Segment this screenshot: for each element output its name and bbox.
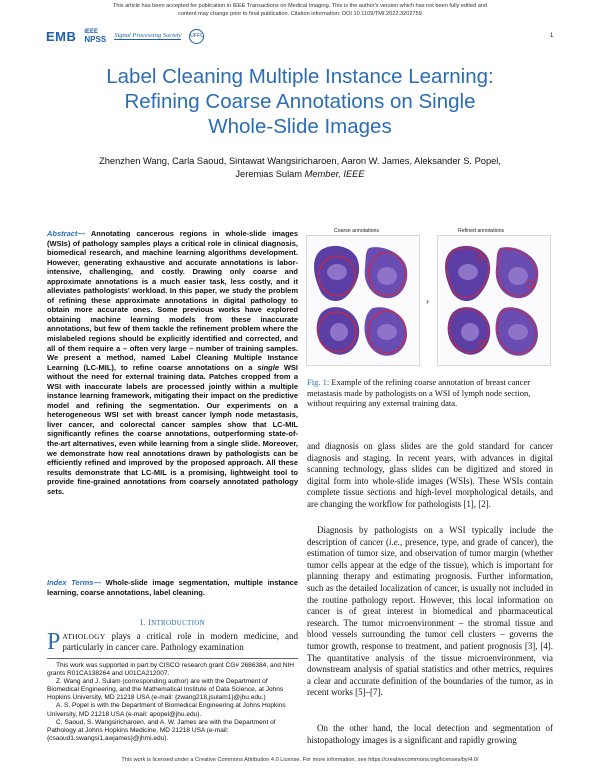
tissue-highlight (508, 324, 528, 340)
uffc-logo: UFFC (189, 29, 204, 44)
tissue-highlight (377, 324, 397, 340)
abstract-label: Abstract (47, 229, 78, 238)
first-word-smallcaps: ATHOLOGY (62, 632, 106, 641)
introduction-text: plays a critical role in modern medicine, and particularly in cancer care. Pathology examination (62, 631, 298, 653)
figure-1-caption-label: Fig. 1: (307, 377, 330, 387)
ieee-npss-logo (84, 29, 106, 43)
body-paragraph-3: On the other hand, the local detection and segmentation of histopathology images is a significant and rapidly growing (307, 723, 553, 745)
society-logos (46, 28, 204, 44)
authors-line-1: Zhenzhen Wang, Carla Saoud, Sintawat Wangsiricharoen, Aaron W. James, Aleksander S. Popel, (99, 156, 501, 166)
section-title-initial: I (147, 617, 152, 627)
abstract-label-sep: — (77, 229, 91, 238)
body-paragraph-2-ie: i.e. (389, 536, 400, 547)
body-paragraph-2-part-a: Diagnosis by pathologists on a WSI typically include the description of cancer ( (307, 525, 553, 547)
tissue-highlight (508, 267, 528, 285)
tissue-highlight (330, 323, 348, 341)
figure-1-caption-text: Example of the refining coarse annotation of breast cancer metastasis made by pathologists on a WSI of lymph node section, without requiring any external training data. (307, 377, 531, 409)
coarse-annotation-panel (306, 235, 420, 366)
refined-annotation-panel (437, 235, 551, 366)
figure-1-caption (307, 377, 553, 409)
paper-title (40, 64, 560, 139)
footnote-rule (47, 658, 298, 659)
publication-notice (0, 2, 600, 18)
signal-processing-society-logo: Signal Processing Society (114, 32, 182, 39)
section-number: I. (140, 617, 148, 627)
footnote-wang-sulam: Z. Wang and J. Sulam (corresponding author) are with the Department of Biomedical Engineering, and the Mathematical Institute of Data Science, at Johns Hopkins University, MD 21218 USA (e-mail: {zwang218,jsulam1}@jhu.edu.) (47, 678, 284, 702)
footnotes (47, 662, 298, 743)
license-notice: This work is licensed under a Creative Commons Attribution 4.0 License. For more information, see https://creativecommons.org/licenses/by/4.0/ (121, 757, 479, 763)
section-title-rest: NTRODUCTION (151, 619, 205, 627)
tissue-highlight (458, 264, 478, 280)
title-line-1: Label Cleaning Multiple Instance Learning: (106, 65, 494, 88)
index-terms-text: Whole-slide image segmentation, multiple instance learning, coarse annotations, label cleaning. (47, 578, 298, 597)
body-paragraph-2 (307, 525, 553, 699)
tissue-highlight (377, 267, 397, 285)
refined-annotation-image (438, 236, 551, 366)
abstract-text-1: Annotating cancerous regions in whole-slide images (WSIs) of pathology samples plays a critical role in clinical diagnosis, biomedical research, and machine learning algorithms development. However, generating exhaustive and accurate annotations is labor-intensive, challenging, and costly. Drawing only coarse and approximate annotations is a much easier task, less costly, and it alleviates pathologists' workload. In this paper, we study the problem of refining these approximate annotations in digital pathology to obtain more accurate ones. Some previous works have explored obtaining machine learning models from these inaccurate annotations, but few of them tackle the refinement problem where the mislabeled regions should be explicitly identified and corrected, and all of them require a – often very large – number of training samples. We present a method, named Label Cleaning Multiple Instance Learning (LC-MIL), to refine coarse annotations on a (47, 229, 298, 372)
footnote-funding: This work was supported in part by CISCO research grant CG# 2686384, and NIH grants R01CA138264 and U01CA212007. (47, 662, 294, 678)
abstract (47, 229, 298, 496)
drop-cap: P (47, 629, 61, 655)
tissue-highlight (461, 323, 479, 341)
body-paragraph-2-part-b: , presence, type, and grade of cancer), the estimation of tumor size, and observation of tumor margin (whether tumor cells appear at the edge of the tissue), which is important for planning therapy and estimating prognosis. Further information, such as the detailed localization of cancer, is usually not included in the routine pathology report. However, this local information on cancer is of great interest in biomedical and pharmaceutical research. The tumor microenvironment – the stromal tissue and blood vessels surrounding the tumor cell clusters – governs the tumor growth, response to treatment, and patient prognosis [3], [4]. The quantitative analysis of the tissue microenvironment, via downstream analysis of spatial statistics and other metrics, requires a clear and accurate definition of the boundaries of the tumor, as in recent works [5]–[7]. (307, 536, 553, 698)
body-paragraph-1: and diagnosis on glass slides are the gold standard for cancer diagnosis and staging. In recent years, with advances in digital scanning technology, glass slides can be digitized and stored in digital form into whole-slide images (WSIs). These WSIs contain complete tissue sections and high-level morphological details, and are changing the workflow for pathologists [1], [2]. (307, 441, 553, 509)
introduction-paragraph (47, 631, 298, 654)
coarse-annotation-image (307, 236, 420, 366)
figure-1 (306, 228, 553, 368)
author-membership: Member, IEEE (304, 169, 365, 179)
abstract-text-2: WSI without the need for external training data. Patches cropped from a WSI with inaccurate labels are processed jointly within a multiple instance learning framework, mitigating their impact on the predictive model and refining the segmentation. Our experiments on a heterogeneous WSI set with breast cancer lymph node metastasis, liver cancer, and colorectal cancer samples show that LC-MIL significantly refines the coarse annotations, outperforming state-of-the-art alternatives, even while learning from a single slide. Moreover, we demonstrate how real annotations drawn by pathologists can be efficiently refined and improved by the proposed approach. All these results demonstrate that LC-MIL is a promising, lightweight tool to provide fine-grained annotations from coarsely annotated pathology sets. (47, 362, 298, 496)
figure-label-refined: Refined annotations (458, 228, 505, 234)
emb-logo: EMB (46, 28, 77, 44)
abstract-emphasis: single (257, 362, 279, 372)
authors-line-2: Jeremias Sulam (235, 169, 305, 179)
tissue-highlight (327, 264, 347, 280)
index-terms (47, 578, 298, 597)
title-line-2: Refining Coarse Annotations on Single (124, 90, 476, 113)
publication-notice-line-2: content may change prior to final publication. Citation information: DOI 10.1109/TMI.2022.3202759 (178, 11, 422, 17)
section-heading-introduction (47, 617, 298, 627)
arrow-icon: › (426, 296, 429, 306)
page-number: 1 (550, 33, 554, 39)
title-line-3: Whole-Slide Images (208, 115, 392, 138)
publication-notice-line-1: This article has been accepted for publication in IEEE Transactions on Medical Imaging. This is the author's version which has not been fully edited and (112, 3, 488, 9)
figure-label-coarse: Coarse annotations (334, 228, 379, 234)
footnote-pathology: C. Saoud, S. Wangsiricharoen, and A. W. James are with the Department of Pathology at Johns Hopkins Medicine, MD 21218 USA (e-mail: {csaoud1,swangsi1,awjames}@jhmi.edu). (47, 718, 276, 742)
index-terms-sep: — (93, 578, 106, 587)
index-terms-label: Index Terms (47, 578, 94, 587)
npss-logo-text: NPSS (84, 35, 107, 44)
footnote-popel: A. S. Popel is with the Department of Biomedical Engineering at Johns Hopkins University, MD 21218 USA (e-mail: apopel@jhu.edu). (47, 702, 286, 718)
author-list (70, 155, 530, 181)
ieee-logo-text: IEEE (84, 29, 99, 35)
